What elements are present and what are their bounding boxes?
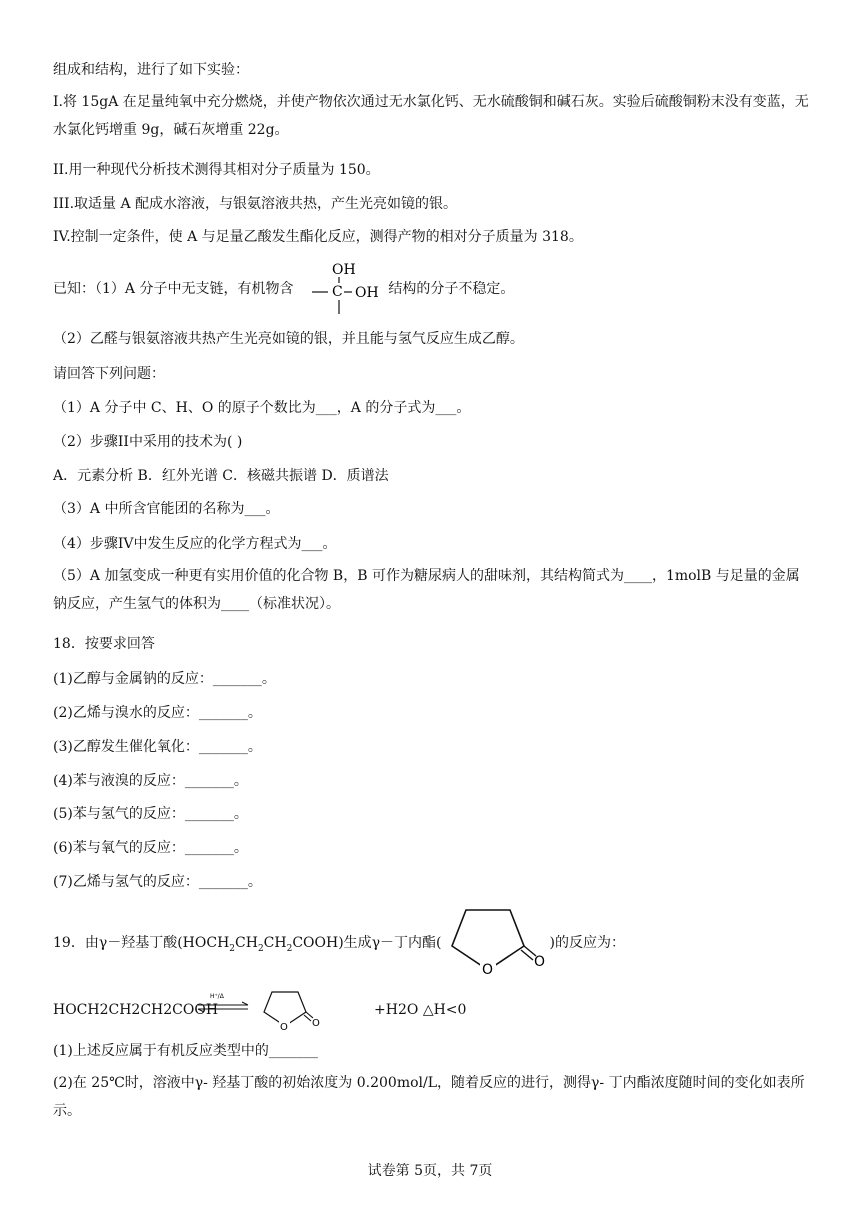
lactone-small-icon bbox=[258, 988, 324, 1032]
subscript: 2 bbox=[229, 943, 236, 954]
question-3: （3）A 中所含官能团的名称为___。 bbox=[53, 501, 280, 517]
question-18-item: (5)苯与氢气的反应：_______。 bbox=[53, 806, 248, 822]
question-4: （4）步骤IV中发生反应的化学方程式为___。 bbox=[53, 536, 337, 552]
gem-diol-structure-icon bbox=[308, 256, 394, 318]
question-18-item: (1)乙醇与金属钠的反应：_______。 bbox=[53, 671, 276, 687]
known-condition-1 bbox=[53, 279, 514, 299]
text-line: 组成和结构，进行了如下实验： bbox=[53, 62, 249, 78]
equilibrium-arrow-icon bbox=[196, 990, 256, 1024]
lactone-ring-icon bbox=[444, 900, 554, 978]
small-ring-oxygen: O bbox=[280, 1022, 288, 1032]
ring-oxygen: O bbox=[482, 962, 494, 978]
step-four: IV.控制一定条件，使 A 与足量乙酸发生酯化反应，测得产物的相对分子质量为 318。 bbox=[53, 229, 583, 245]
q19-formula-part: CH bbox=[235, 935, 258, 951]
q19-reactant-name: γ－羟基丁酸( bbox=[98, 935, 183, 951]
arrow-condition: H⁺/Δ bbox=[210, 993, 224, 1000]
q19-formula-part: HOCH bbox=[182, 935, 230, 951]
structure-c: C bbox=[332, 284, 343, 300]
question-1: （1）A 分子中 C、H、O 的原子个数比为___，A 的分子式为___。 bbox=[53, 400, 471, 416]
reactant-formula: HOCH2CH2CH2COOH bbox=[53, 1002, 219, 1018]
question-18-item: (2)乙烯与溴水的反应：_______。 bbox=[53, 705, 262, 721]
q19-product-name: γ－丁内酯( bbox=[371, 935, 442, 951]
question-18-item: (7)乙烯与氢气的反应：_______。 bbox=[53, 874, 262, 890]
equation-products-tail: +H2O △H<0 bbox=[374, 1002, 467, 1018]
step-one: I.将 15gA 在足量纯氧中充分燃烧，并使产物依次通过无水氯化钙、无水硫酸铜和碱石灰。实验后硫酸铜粉末没有变蓝，无水氯化钙增重 9g，碱石灰增重 22g。 bbox=[53, 94, 809, 138]
small-carbonyl-oxygen: O bbox=[312, 1018, 320, 1029]
question-2-options: A．元素分析 B．红外光谱 C．核磁共振谱 D．质谱法 bbox=[53, 468, 389, 484]
question-intro: 请回答下列问题： bbox=[53, 366, 165, 382]
question-18-title: 18．按要求回答 bbox=[53, 636, 155, 652]
question-2: （2）步骤II中采用的技术为( ) bbox=[53, 434, 243, 450]
question-18-item: (6)苯与氧气的反应：_______。 bbox=[53, 840, 248, 856]
known-text-a: 已知：（1）A 分子中无支链，有机物含 bbox=[53, 281, 294, 297]
question-5: （5）A 加氢变成一种更有实用价值的化合物 B，B 可作为糖尿病人的甜味剂，其结构简式为____，1molB 与足量的金属钠反应，产生氢气的体积为____（标准状况）。 bbox=[53, 568, 800, 612]
question-18-item: (4)苯与液溴的反应：_______。 bbox=[53, 773, 248, 789]
q19-text: )的反应为： bbox=[549, 935, 625, 951]
q19-number: 19．由 bbox=[53, 935, 99, 951]
structure-oh-right: OH bbox=[355, 285, 379, 301]
step-two: II.用一种现代分析技术测得其相对分子质量为 150。 bbox=[53, 162, 380, 178]
step-three: III.取适量 A 配成水溶液，与银氨溶液共热，产生光亮如镜的银。 bbox=[53, 196, 458, 212]
q19-formula-part: COOH bbox=[292, 935, 339, 951]
page-footer: 试卷第 5页，共 7页 bbox=[367, 1163, 493, 1179]
q19-text: )生成 bbox=[338, 935, 372, 951]
subscript: 2 bbox=[257, 943, 264, 954]
question-19-part-2: (2)在 25℃时，溶液中γ- 羟基丁酸的初始浓度为 0.200mol/L，随着反应的进行，测得γ- 丁内酯浓度随时间的变化如表所示。 bbox=[53, 1075, 805, 1119]
structure-oh-top: OH bbox=[332, 262, 356, 278]
subscript: 2 bbox=[286, 943, 293, 954]
question-18-item: (3)乙醇发生催化氧化：_______。 bbox=[53, 739, 262, 755]
carbonyl-oxygen: O bbox=[534, 954, 546, 970]
known-text-b: 结构的分子不稳定。 bbox=[388, 281, 515, 297]
known-condition-2: （2）乙醛与银氨溶液共热产生光亮如镜的银，并且能与氢气反应生成乙醇。 bbox=[53, 331, 524, 347]
question-19-part-1: (1)上述反应属于有机反应类型中的_______ bbox=[53, 1043, 318, 1059]
q19-formula-part: CH bbox=[263, 935, 287, 951]
